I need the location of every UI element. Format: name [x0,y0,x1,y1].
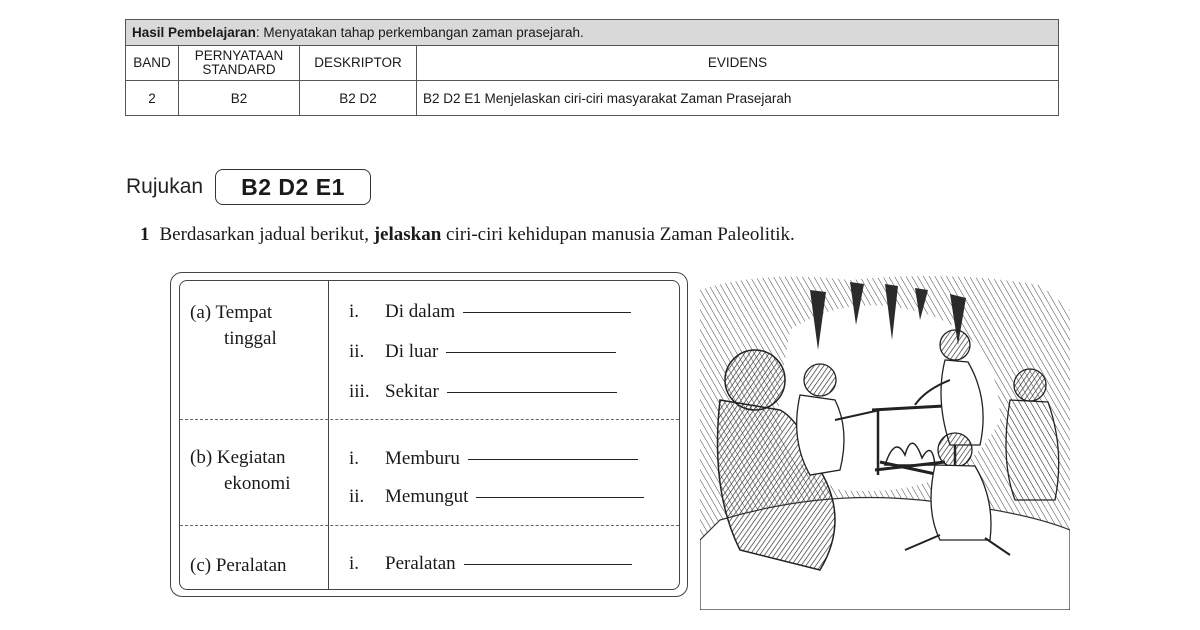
item-numeral: i. [349,301,360,322]
answer-item-memungut [349,486,644,508]
hasil-pembelajaran-label: Hasil Pembelajaran [132,25,256,40]
answer-blank-line[interactable] [464,563,632,565]
answer-table [179,280,680,590]
cave-people-illustration [700,270,1070,610]
header-band: BAND [126,46,179,81]
category-kegiatan-ekonomi [190,445,291,497]
category-b-line1: (b) Kegiatan [190,447,286,468]
header-evidens: EVIDENS [417,46,1059,81]
category-c-line1: (c) Peralatan [190,555,287,576]
item-text: Peralatan [385,553,456,574]
rujukan-code-box: B2 D2 E1 [215,169,371,205]
answer-blank-line[interactable] [447,391,617,393]
question-number: 1 [140,224,150,245]
header-pernyataan-standard [179,46,300,81]
answer-item-sekitar [349,381,617,403]
section-divider [180,525,679,526]
question-text-before: Berdasarkan jadual berikut, [159,224,369,245]
header-deskriptor: DESKRIPTOR [300,46,417,81]
item-text: Di dalam [385,301,456,322]
item-text: Di luar [385,341,439,362]
item-numeral: i. [349,553,360,574]
answer-blank-line[interactable] [446,351,616,353]
item-text: Memburu [385,448,460,469]
value-band: 2 [126,81,179,116]
answer-item-peralatan [349,553,632,575]
header-pernyataan-line2: STANDARD [202,62,276,77]
question-text-after: ciri-ciri kehidupan manusia Zaman Paleolitik. [446,224,795,245]
item-numeral: ii. [349,341,365,362]
category-a-line2: tinggal [224,328,277,349]
category-peralatan [190,553,287,579]
value-deskriptor: B2 D2 [300,81,417,116]
question-text-bold: jelaskan [373,224,442,245]
item-text: Memungut [385,486,469,507]
category-tempat-tinggal [190,300,277,352]
section-divider [180,419,679,420]
item-text: Sekitar [385,381,439,402]
category-b-line2: ekonomi [224,473,291,494]
item-numeral: iii. [349,381,370,402]
rujukan-label: Rujukan [126,175,204,198]
answer-item-di-dalam [349,301,631,323]
item-numeral: i. [349,448,360,469]
hasil-pembelajaran-cell [126,20,1059,46]
value-evidens: B2 D2 E1 Menjelaskan ciri-ciri masyarakat Zaman Prasejarah [417,81,1059,116]
rubric-value-row [126,81,1059,116]
answer-blank-line[interactable] [476,496,644,498]
hasil-pembelajaran-row [126,20,1059,46]
answer-blank-line[interactable] [463,311,631,313]
rubric-header-row [126,46,1059,81]
answer-blank-line[interactable] [468,458,638,460]
item-numeral: ii. [349,486,365,507]
rubric-table [125,19,1059,116]
header-pernyataan-line1: PERNYATAAN [194,48,284,63]
question-1 [140,224,795,246]
category-a-line1: (a) Tempat [190,302,273,323]
value-pernyataan: B2 [179,81,300,116]
answer-item-di-luar [349,341,616,363]
answer-item-memburu [349,448,638,470]
hasil-pembelajaran-text: : Menyatakan tahap perkembangan zaman prasejarah. [255,25,584,40]
column-divider [328,281,329,589]
